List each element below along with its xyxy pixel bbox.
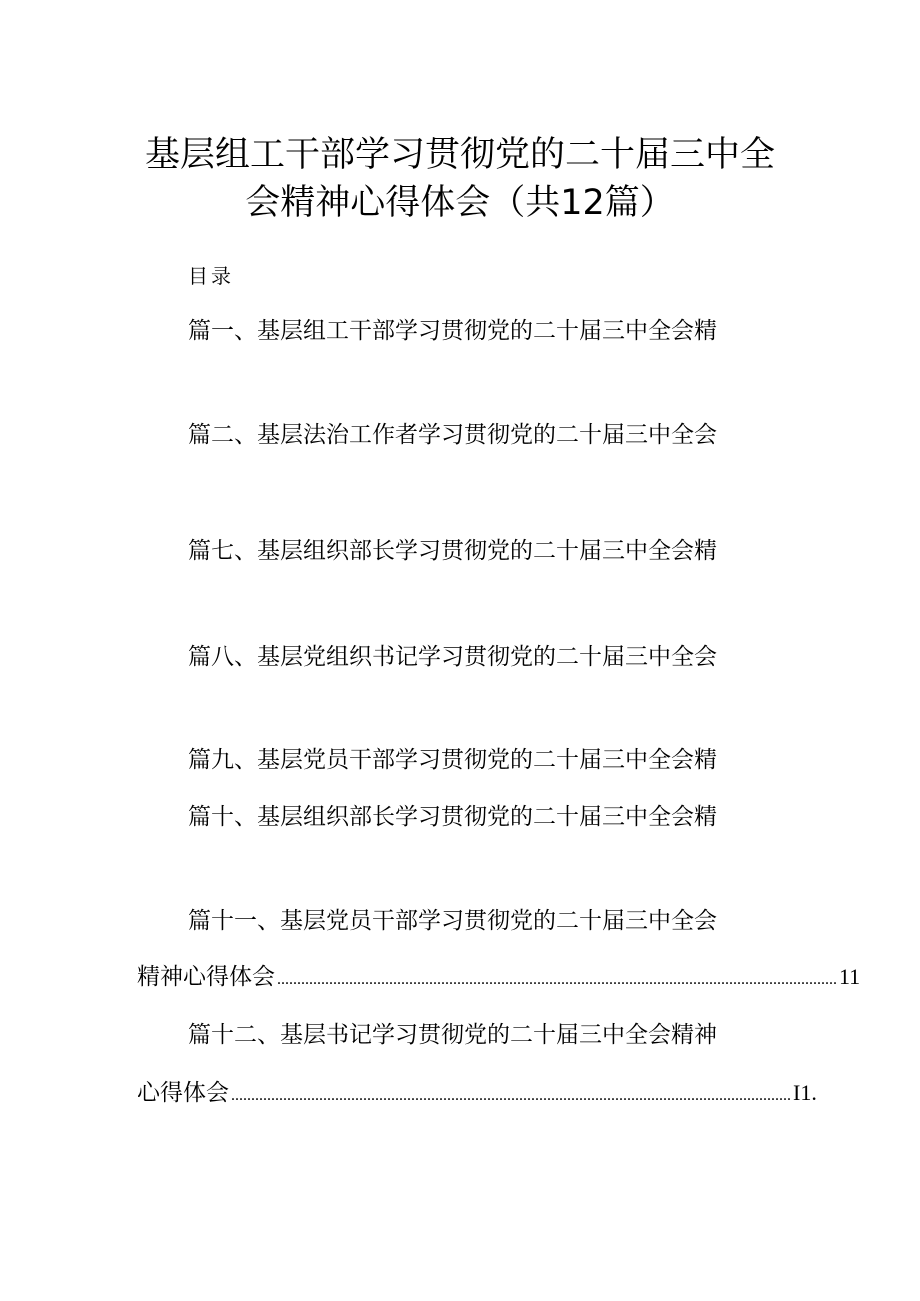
document-title-line-2: 会精神心得体会（共12篇） bbox=[245, 183, 675, 223]
document-title-line-1: 基层组工干部学习贯彻党的二十届三中全 bbox=[144, 135, 775, 175]
toc-item-8[interactable]: 篇八、基层党组织书记学习贯彻党的二十届三中全会 bbox=[188, 644, 717, 670]
toc-item-11-continuation-text: 精神心得体会 bbox=[137, 964, 275, 990]
toc-item-11-page-number: 11 bbox=[839, 964, 861, 989]
toc-item-12-continuation[interactable] bbox=[137, 1078, 817, 1111]
toc-item-12-continuation-text: 心得体会 bbox=[137, 1080, 229, 1106]
toc-item-12-page-number: I1. bbox=[793, 1080, 817, 1105]
toc-item-12[interactable]: 篇十二、基层书记学习贯彻党的二十届三中全会精神 bbox=[188, 1022, 717, 1048]
toc-item-11-continuation[interactable] bbox=[137, 962, 861, 995]
toc-item-11[interactable]: 篇十一、基层党员干部学习贯彻党的二十届三中全会 bbox=[188, 908, 717, 934]
dot-leader: ............................................................................................................................................ bbox=[277, 971, 837, 988]
dot-leader: ............................................................................................................................................ bbox=[231, 1087, 791, 1104]
toc-item-10[interactable]: 篇十、基层组织部长学习贯彻党的二十届三中全会精 bbox=[188, 804, 717, 830]
toc-item-1[interactable]: 篇一、基层组工干部学习贯彻党的二十届三中全会精 bbox=[188, 318, 717, 344]
toc-item-2[interactable]: 篇二、基层法治工作者学习贯彻党的二十届三中全会 bbox=[188, 422, 717, 448]
toc-item-9[interactable]: 篇九、基层党员干部学习贯彻党的二十届三中全会精 bbox=[188, 747, 717, 773]
toc-heading: 目录 bbox=[188, 264, 234, 288]
toc-item-7[interactable]: 篇七、基层组织部长学习贯彻党的二十届三中全会精 bbox=[188, 538, 717, 564]
